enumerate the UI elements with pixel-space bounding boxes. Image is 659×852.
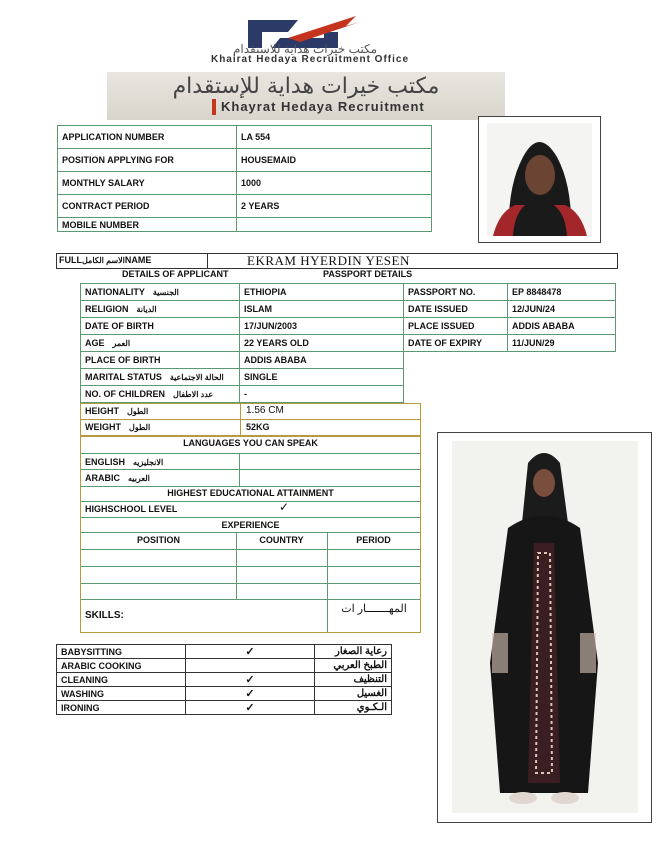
experience-col-position: POSITION [136, 535, 180, 545]
logo-arabic-text: مكتب خيرات هداية للاستقدام [232, 42, 378, 56]
height-label [85, 406, 148, 416]
passport-label: DATE ISSUED [404, 301, 508, 318]
language-label-en: ARABIC [85, 473, 120, 483]
detail-value: 17/JUN/2003 [240, 318, 404, 335]
skill-name-ar: رعاية الصغار [315, 645, 392, 659]
banner-english-title: Khayrat Hedaya Recruitment [212, 99, 503, 115]
language-label-ar: العربيه [128, 474, 150, 483]
logo-english-text: Khairat Hedaya Recruitment Office [210, 54, 410, 65]
skills-table [56, 644, 392, 715]
divider [81, 532, 420, 533]
table-row [57, 687, 392, 701]
applicant-full-body-photo [437, 432, 652, 823]
lower-details-box [80, 435, 421, 633]
check-icon [186, 659, 315, 673]
table-row [58, 195, 432, 218]
detail-label-en: NO. OF CHILDREN [85, 389, 165, 399]
check-icon: ✓ [186, 645, 315, 659]
experience-heading: EXPERIENCE [221, 520, 280, 530]
detail-label-en: HEIGHT [85, 406, 120, 416]
skill-name: IRONING [57, 701, 186, 715]
field-value: 2 YEARS [237, 195, 432, 218]
table-row [58, 126, 432, 149]
table-row [57, 659, 392, 673]
table-row [57, 701, 392, 715]
height-weight-box [80, 403, 421, 437]
section-details-heading: DETAILS OF APPLICANT [122, 269, 229, 279]
skill-name: ARABIC COOKING [57, 659, 186, 673]
check-icon: ✓ [186, 701, 315, 715]
field-label: CONTRACT PERIOD [58, 195, 237, 218]
detail-value: ISLAM [240, 301, 404, 318]
table-row [81, 369, 616, 386]
skills-label: SKILLS: [85, 610, 124, 621]
field-value: HOUSEMAID [237, 149, 432, 172]
passport-value: 12/JUN/24 [508, 301, 616, 318]
divider [236, 532, 237, 599]
education-heading: HIGHEST EDUCATIONAL ATTAINMENT [167, 488, 334, 498]
divider [81, 419, 420, 420]
divider [240, 404, 241, 436]
divider [81, 486, 420, 487]
divider [81, 599, 420, 600]
field-label: MOBILE NUMBER [58, 218, 237, 232]
field-value: 1000 [237, 172, 432, 195]
detail-value: ADDIS ABABA [240, 352, 404, 369]
applicant-details-table [80, 283, 616, 403]
application-info-table [57, 125, 432, 232]
detail-value: 22 YEARS OLD [240, 335, 404, 352]
experience-col-country: COUNTRY [259, 535, 304, 545]
detail-label-en: WEIGHT [85, 422, 121, 432]
languages-heading: LANGUAGES YOU CAN SPEAK [183, 438, 318, 448]
applicant-portrait-photo [478, 116, 601, 243]
skill-name: CLEANING [57, 673, 186, 687]
detail-label-en: NATIONALITY [85, 287, 145, 297]
weight-value: 52KG [246, 422, 270, 432]
detail-label-ar: الحالة الاجتماعية [169, 373, 224, 382]
field-value [237, 218, 432, 232]
detail-label-ar: الطول [129, 423, 151, 432]
skill-name-ar: الطبخ العربي [315, 659, 392, 673]
passport-value: 11/JUN/29 [508, 335, 616, 352]
company-banner [107, 72, 505, 120]
detail-label-ar: الديانة [136, 305, 157, 314]
language-label-ar: الانجليزيه [133, 458, 164, 467]
full-name-label-ar: الاسم الكامل [82, 256, 125, 265]
check-icon: ✓ [186, 673, 315, 687]
detail-value: SINGLE [240, 369, 404, 386]
detail-label [81, 284, 240, 301]
passport-label: PLACE ISSUED [404, 318, 508, 335]
language-label-en: ENGLISH [85, 457, 126, 467]
field-label: POSITION APPLYING FOR [58, 149, 237, 172]
language-arabic [85, 473, 150, 483]
divider [239, 453, 240, 486]
divider [81, 469, 420, 470]
detail-label-ar: عدد الاطفال [173, 390, 214, 399]
skills-label-ar: المهـــــــار ات [341, 603, 407, 615]
check-icon: ✓ [186, 687, 315, 701]
experience-col-period: PERIOD [356, 535, 391, 545]
field-value: LA 554 [237, 126, 432, 149]
detail-label-en: MARITAL STATUS [85, 372, 162, 382]
table-row [81, 352, 616, 369]
table-row [57, 673, 392, 687]
full-name-label [59, 255, 151, 265]
passport-value: EP 8848478 [508, 284, 616, 301]
field-label: APPLICATION NUMBER [58, 126, 237, 149]
weight-label [85, 422, 150, 432]
education-level: HIGHSCHOOL LEVEL [85, 504, 178, 514]
passport-value: ADDIS ABABA [508, 318, 616, 335]
skill-name: BABYSITTING [57, 645, 186, 659]
full-name-row [56, 253, 618, 269]
divider [81, 501, 420, 502]
table-row [58, 172, 432, 195]
detail-label [81, 335, 240, 352]
field-label: MONTHLY SALARY [58, 172, 237, 195]
skill-name-ar: الـكـوي [315, 701, 392, 715]
table-row [58, 149, 432, 172]
passport-label: DATE OF EXPIRY [404, 335, 508, 352]
divider [81, 517, 420, 518]
detail-label-en: RELIGION [85, 304, 129, 314]
detail-label [81, 301, 240, 318]
height-value: 1.56 CM [246, 405, 284, 416]
divider [207, 254, 208, 268]
table-row [81, 386, 616, 403]
table-row [81, 318, 616, 335]
detail-label-ar: العمر [112, 339, 131, 348]
table-row [58, 218, 432, 232]
detail-label-en: AGE [85, 338, 105, 348]
skill-name-ar: التنظيف [315, 673, 392, 687]
detail-value: ETHIOPIA [240, 284, 404, 301]
skill-name: WASHING [57, 687, 186, 701]
divider [81, 566, 420, 567]
detail-label [81, 369, 240, 386]
table-row [81, 284, 616, 301]
passport-label: PASSPORT NO. [404, 284, 508, 301]
section-passport-heading: PASSPORT DETAILS [323, 269, 413, 279]
table-row [81, 335, 616, 352]
detail-label [81, 386, 240, 403]
full-name-label-en: FULL [59, 255, 82, 265]
detail-value: - [240, 386, 404, 403]
detail-label [81, 318, 240, 335]
divider [81, 549, 420, 550]
skill-name-ar: الغسيل [315, 687, 392, 701]
detail-label-ar: الطول [127, 407, 149, 416]
language-english [85, 457, 163, 467]
detail-label-ar: الجنسية [152, 288, 179, 297]
divider [327, 532, 328, 632]
detail-label: PLACE OF BIRTH [81, 352, 240, 369]
table-row [81, 301, 616, 318]
divider [81, 453, 420, 454]
full-name-value: EKRAM HYERDIN YESEN [247, 253, 410, 268]
detail-label-en: DATE OF BIRTH [85, 321, 154, 331]
table-row [57, 645, 392, 659]
banner-arabic-title: مكتب خيرات هداية للإستقدام [172, 74, 440, 99]
divider [81, 583, 420, 584]
full-name-label-en2: NAME [124, 255, 152, 265]
check-icon: ✓ [279, 500, 290, 514]
